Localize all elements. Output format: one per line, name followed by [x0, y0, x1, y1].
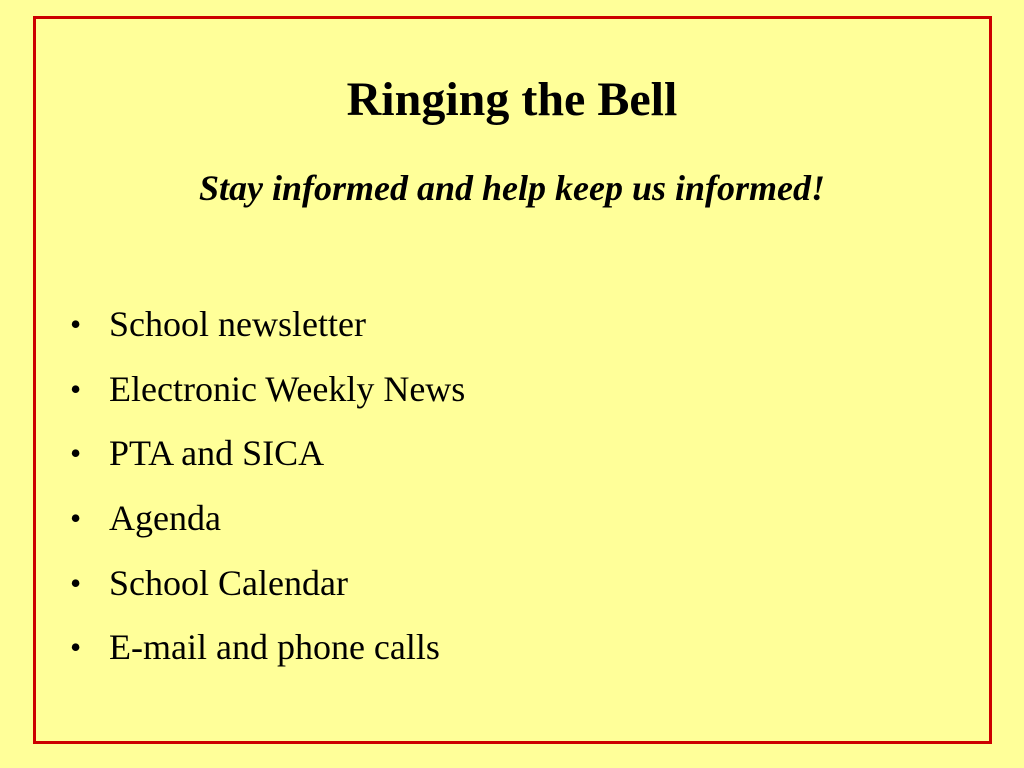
- bullet-text: PTA and SICA: [109, 433, 325, 474]
- bullet-item-email-and-phone-calls: [70, 615, 465, 680]
- bullet-item-agenda: [70, 486, 465, 551]
- bullet-icon: •: [70, 435, 82, 472]
- bullet-icon: •: [70, 500, 82, 537]
- bullet-list: [70, 292, 465, 680]
- bullet-icon: •: [70, 370, 82, 407]
- bullet-text: School newsletter: [109, 304, 366, 345]
- bullet-item-pta-and-sica: [70, 421, 465, 486]
- bullet-item-electronic-weekly-news: [70, 357, 465, 422]
- bullet-item-school-newsletter: [70, 292, 465, 357]
- bullet-text: School Calendar: [109, 562, 348, 603]
- bullet-text: Agenda: [109, 498, 221, 539]
- bullet-icon: •: [70, 564, 82, 601]
- slide-subtitle: Stay informed and help keep us informed!: [198, 168, 826, 208]
- bullet-text: E-mail and phone calls: [109, 627, 440, 668]
- bullet-icon: •: [70, 306, 82, 343]
- bullet-item-school-calendar: [70, 550, 465, 615]
- slide-title: Ringing the Bell: [346, 73, 678, 126]
- bullet-icon: •: [70, 629, 82, 666]
- bullet-text: Electronic Weekly News: [109, 368, 466, 409]
